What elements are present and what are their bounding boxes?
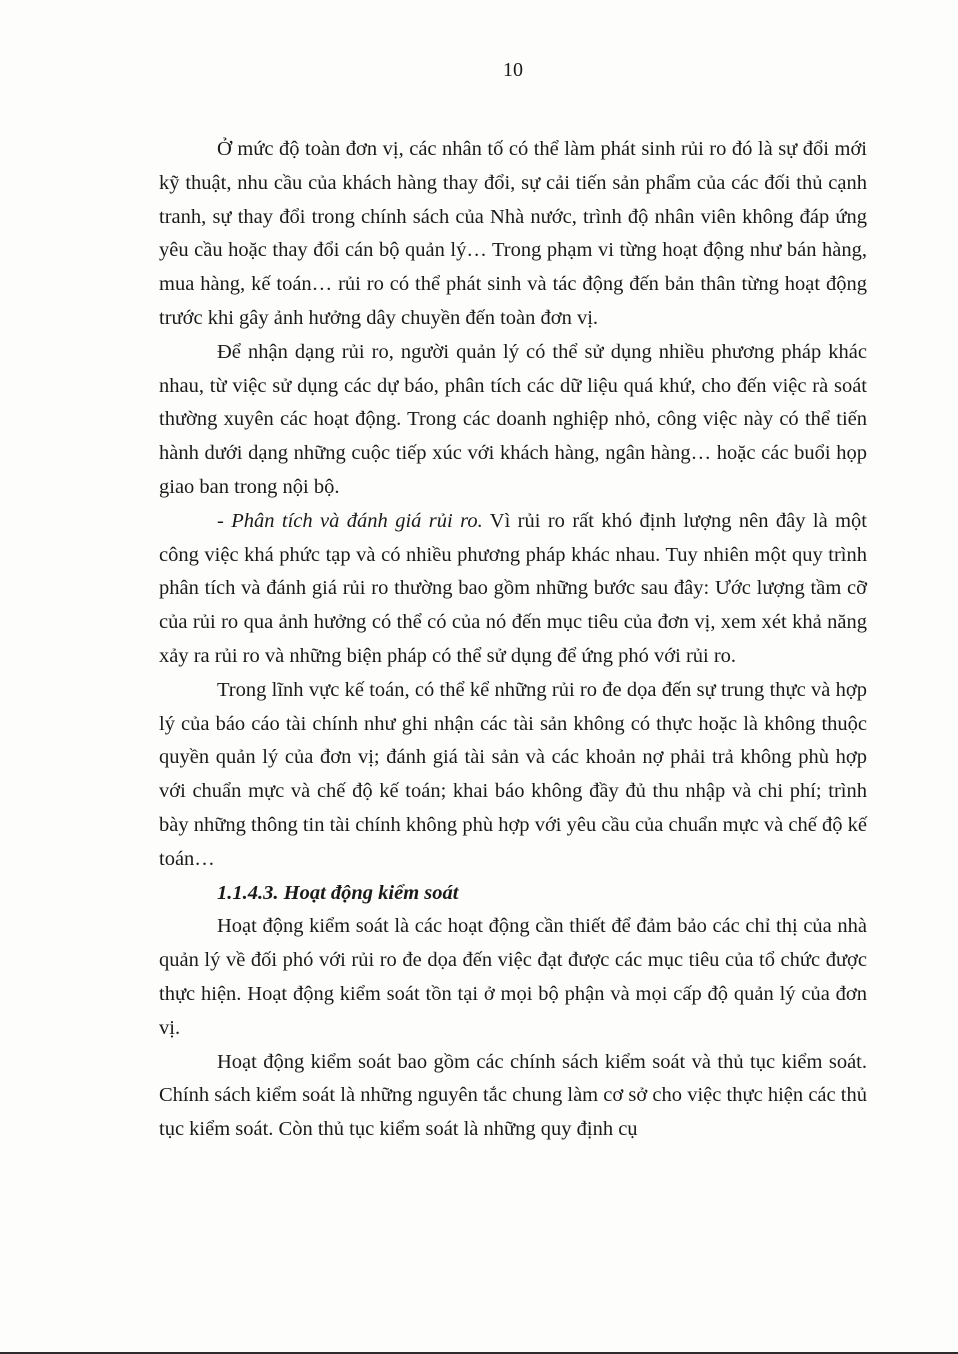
paragraph-risk-factors: Ở mức độ toàn đơn vị, các nhân tố có thể làm phát sinh rủi ro đó là sự đổi mới kỹ thuật, nhu cầu của khách hàng thay đổi, sự cải tiến sản phẩm của các đối thủ cạnh tranh, sự thay đổi trong chính sách của Nhà nước, trình độ nhân viên không đáp ứng yêu cầu hoặc thay đổi cán bộ quản lý… Trong phạm vi từng hoạt động như bán hàng, mua hàng, kế toán… rủi ro có thể phát sinh và tác động đến bản thân từng hoạt động trước khi gây ảnh hưởng dây chuyền đến toàn đơn vị. [159, 138, 867, 329]
paragraph-accounting-risks: Trong lĩnh vực kế toán, có thể kể những rủi ro đe dọa đến sự trung thực và hợp lý của báo cáo tài chính như ghi nhận các tài sản không có thực hoặc là không thuộc quyền quản lý của đơn vị; đánh giá tài sản và các khoản nợ phải trả không phù hợp với chuẩn mực và chế độ kế toán; khai báo không đầy đủ thu nhập và chi phí; trình bày những thông tin tài chính không phù hợp với yêu cầu của chuẩn mực và chế độ kế toán… [159, 678, 867, 870]
paragraph-control-activities: Hoạt động kiểm soát là các hoạt động cần thiết để đảm bảo các chỉ thị của nhà quản lý về đối phó với rủi ro đe dọa đến việc đạt được các mục tiêu của tổ chức được thực hiện. Hoạt động kiểm soát tồn tại ở mọi bộ phận và mọi cấp độ quản lý của đơn vị. [159, 915, 867, 1039]
section-heading: 1.1.4.3. Hoạt động kiểm soát [217, 881, 459, 904]
paragraph-risk-analysis [159, 505, 867, 674]
page-number: 10 [503, 59, 523, 81]
paragraph-risk-identification: Để nhận dạng rủi ro, người quản lý có thể sử dụng nhiều phương pháp khác nhau, từ việc sử dụng các dự báo, phân tích các dữ liệu quá khứ, cho đến việc rà soát thường xuyên các hoạt động. Trong các doanh nghiệp nhỏ, công việc này có thể tiến hành dưới dạng những cuộc tiếp xúc với khách hàng, ngân hàng… hoặc các buổi họp giao ban trong nội bộ. [159, 340, 867, 498]
risk-analysis-lead: - Phân tích và đánh giá rủi ro. [217, 509, 483, 532]
paragraph-control-policies: Hoạt động kiểm soát bao gồm các chính sách kiểm soát và thủ tục kiểm soát. Chính sách kiểm soát là những nguyên tắc chung làm cơ sở cho việc thực hiện các thủ tục kiểm soát. Còn thủ tục kiểm soát là những quy định cụ [159, 1050, 867, 1141]
risk-analysis-body: Vì rủi ro rất khó định lượng nên đây là một công việc khá phức tạp và có nhiều phương pháp khác nhau. Tuy nhiên một quy trình phân tích và đánh giá rủi ro thường bao gồm những bước sau đây: Ước lượng tầm cỡ của rủi ro qua ảnh hưởng có thể có của nó đến mục tiêu của đơn vị, xem xét khả năng xảy ra rủi ro và những biện pháp có thể sử dụng để ứng phó với rủi ro. [159, 509, 867, 667]
body-text [159, 133, 867, 1147]
